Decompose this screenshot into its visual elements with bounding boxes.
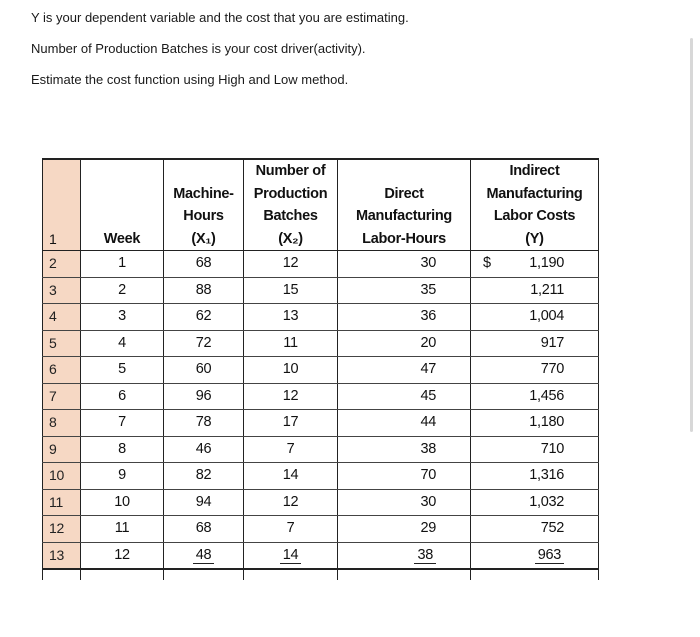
machine-hours-cell-value: 72 — [195, 334, 212, 351]
row-number-value: 7 — [49, 387, 57, 404]
table-row — [43, 304, 599, 331]
table-row — [43, 516, 599, 543]
week-cell-value: 10 — [114, 493, 130, 510]
machine-hours-cell — [164, 383, 244, 410]
week-cell-value: 4 — [118, 334, 126, 351]
table-row — [43, 463, 599, 490]
week-cell-value: 12 — [114, 546, 130, 563]
machine-hours-cell-value: 68 — [195, 520, 212, 537]
header-text: Hours — [183, 208, 224, 224]
indirect-labor-cost-cell — [471, 357, 599, 384]
row-number — [43, 489, 81, 516]
direct-labor-hours-cell-value: 47 — [420, 361, 436, 378]
week-cell-value: 8 — [118, 440, 126, 457]
week-cell — [81, 436, 164, 463]
header-week — [81, 159, 164, 251]
indirect-labor-cost-cell — [471, 304, 599, 331]
week-cell-value: 1 — [118, 255, 126, 272]
row-number-value: 8 — [49, 414, 57, 431]
week-cell — [81, 383, 164, 410]
currency-symbol: $ — [483, 255, 491, 272]
direct-labor-hours-cell — [338, 383, 471, 410]
machine-hours-cell-value: 78 — [195, 414, 212, 431]
production-batches-cell-value: 7 — [286, 440, 295, 457]
week-cell — [81, 489, 164, 516]
indirect-labor-cost-cell-value: 752 — [540, 520, 564, 537]
production-batches-cell — [244, 542, 338, 569]
production-batches-cell-value: 15 — [282, 281, 299, 298]
indirect-labor-cost-cell-value: 1,190 — [529, 255, 564, 272]
machine-hours-cell — [164, 304, 244, 331]
indirect-labor-cost-cell-value: 710 — [540, 440, 564, 457]
table-row — [43, 436, 599, 463]
machine-hours-cell-value: 60 — [195, 361, 212, 378]
intro-line-3: Estimate the cost function using High and Low method. — [31, 72, 349, 87]
header-text: Labor Costs — [493, 208, 576, 224]
totals-cell-partial — [244, 569, 338, 580]
indirect-labor-cost-cell — [471, 277, 599, 304]
header-text: Number of — [255, 163, 326, 179]
row-number — [43, 251, 81, 278]
machine-hours-cell-value: 48 — [193, 547, 215, 564]
production-batches-cell — [244, 277, 338, 304]
intro-line-2: Number of Production Batches is your cost driver(activity). — [31, 41, 366, 56]
direct-labor-hours-cell — [338, 542, 471, 569]
production-batches-cell-value: 14 — [282, 467, 299, 484]
direct-labor-hours-cell-value: 35 — [420, 281, 436, 298]
header-text: Production — [253, 185, 328, 202]
direct-labor-hours-cell-value: 29 — [420, 520, 436, 537]
row-number-value: 2 — [49, 255, 57, 272]
direct-labor-hours-cell — [338, 516, 471, 543]
table-row — [43, 330, 599, 357]
machine-hours-cell-value: 94 — [195, 493, 212, 510]
machine-hours-cell — [164, 542, 244, 569]
row-number: 1 — [43, 159, 81, 251]
indirect-labor-cost-cell — [471, 463, 599, 490]
row-number — [43, 357, 81, 384]
header-machine-hours — [164, 159, 244, 251]
row-number-value: 11 — [49, 493, 63, 510]
table-row — [43, 251, 599, 278]
header-text: Indirect — [509, 163, 560, 179]
indirect-labor-cost-cell-value: 1,180 — [529, 414, 564, 431]
header-indirect-labor-costs — [471, 159, 599, 251]
cost-data-table — [42, 158, 599, 580]
production-batches-cell — [244, 357, 338, 384]
indirect-labor-cost-cell-value: 1,316 — [529, 467, 564, 484]
indirect-labor-cost-cell — [471, 489, 599, 516]
row-number-value: 9 — [49, 440, 57, 457]
indirect-labor-cost-cell — [471, 436, 599, 463]
direct-labor-hours-cell-value: 38 — [420, 440, 436, 457]
header-text: Manufacturing — [486, 185, 583, 202]
indirect-labor-cost-cell-value: 1,032 — [529, 493, 564, 510]
row-number — [43, 410, 81, 437]
header-text: (X₂) — [278, 230, 303, 247]
direct-labor-hours-cell — [338, 251, 471, 278]
vertical-scrollbar[interactable] — [690, 38, 693, 432]
production-batches-cell — [244, 251, 338, 278]
machine-hours-cell — [164, 277, 244, 304]
production-batches-cell-value: 14 — [280, 547, 302, 564]
production-batches-cell-value: 12 — [282, 387, 299, 404]
production-batches-cell — [244, 436, 338, 463]
machine-hours-cell — [164, 330, 244, 357]
table-row — [43, 357, 599, 384]
indirect-labor-cost-cell-value: 1,456 — [529, 387, 564, 404]
indirect-labor-cost-cell — [471, 251, 599, 278]
week-cell — [81, 410, 164, 437]
week-cell — [81, 463, 164, 490]
row-number-value: 12 — [49, 520, 64, 537]
week-cell-value: 5 — [118, 361, 126, 378]
machine-hours-cell-value: 96 — [195, 387, 212, 404]
week-cell — [81, 330, 164, 357]
indirect-labor-cost-cell-value: 770 — [540, 361, 564, 378]
production-batches-cell — [244, 410, 338, 437]
machine-hours-cell — [164, 463, 244, 490]
table-row — [43, 542, 599, 569]
direct-labor-hours-cell-value: 30 — [420, 493, 436, 510]
row-number — [43, 304, 81, 331]
totals-cell-partial — [81, 569, 164, 580]
row-number — [43, 277, 81, 304]
direct-labor-hours-cell — [338, 410, 471, 437]
indirect-labor-cost-cell-value: 963 — [535, 547, 564, 564]
week-cell — [81, 516, 164, 543]
table-row — [43, 410, 599, 437]
machine-hours-cell — [164, 410, 244, 437]
week-cell-value: 3 — [118, 308, 126, 325]
table-row — [43, 489, 599, 516]
row-number-value: 6 — [49, 361, 57, 378]
header-text: (X₁) — [191, 230, 216, 247]
direct-labor-hours-cell-value: 45 — [420, 387, 436, 404]
header-direct-labor-hours — [338, 159, 471, 251]
production-batches-cell — [244, 383, 338, 410]
machine-hours-cell — [164, 251, 244, 278]
totals-row-partial — [43, 569, 599, 580]
direct-labor-hours-cell-value: 70 — [420, 467, 436, 484]
direct-labor-hours-cell — [338, 277, 471, 304]
production-batches-cell-value: 17 — [282, 414, 299, 431]
machine-hours-cell-value: 82 — [195, 467, 212, 484]
week-cell-value: 11 — [114, 520, 130, 537]
intro-line-1: Y is your dependent variable and the cost that you are estimating. — [31, 10, 409, 25]
header-text: Direct — [384, 185, 424, 202]
production-batches-cell-value: 12 — [282, 255, 299, 272]
machine-hours-cell — [164, 516, 244, 543]
header-text: Labor-Hours — [362, 230, 446, 247]
direct-labor-hours-cell — [338, 330, 471, 357]
table-row — [43, 383, 599, 410]
row-number — [43, 436, 81, 463]
week-cell — [81, 304, 164, 331]
production-batches-cell — [244, 330, 338, 357]
direct-labor-hours-cell-value: 38 — [414, 547, 436, 564]
header-text: Machine- — [173, 185, 234, 202]
cost-data-table-container — [42, 158, 599, 580]
week-cell-value: 6 — [118, 387, 126, 404]
indirect-labor-cost-cell-value: 1,004 — [529, 308, 564, 325]
indirect-labor-cost-cell — [471, 516, 599, 543]
header-production-batches — [244, 159, 338, 251]
production-batches-cell-value: 7 — [286, 520, 295, 537]
row-number-value: 13 — [49, 546, 64, 563]
header-text: Manufacturing — [356, 208, 452, 224]
row-number — [43, 463, 81, 490]
production-batches-cell-value: 13 — [282, 308, 299, 325]
direct-labor-hours-cell-value: 36 — [420, 308, 436, 325]
week-cell-value: 7 — [118, 414, 126, 431]
direct-labor-hours-cell-value: 30 — [420, 255, 436, 272]
row-number-value: 10 — [49, 467, 64, 484]
machine-hours-cell — [164, 436, 244, 463]
indirect-labor-cost-cell — [471, 542, 599, 569]
row-number-value: 4 — [49, 308, 57, 325]
machine-hours-cell-value: 88 — [195, 281, 212, 298]
totals-cell-partial — [471, 569, 599, 580]
production-batches-cell — [244, 463, 338, 490]
production-batches-cell — [244, 516, 338, 543]
indirect-labor-cost-cell-value: 917 — [540, 334, 564, 351]
production-batches-cell-value: 12 — [282, 493, 299, 510]
production-batches-cell — [244, 489, 338, 516]
indirect-labor-cost-cell — [471, 410, 599, 437]
direct-labor-hours-cell — [338, 436, 471, 463]
totals-cell-partial — [338, 569, 471, 580]
week-cell — [81, 251, 164, 278]
production-batches-cell-value: 10 — [282, 361, 299, 378]
row-number — [43, 516, 81, 543]
row-number — [43, 542, 81, 569]
indirect-labor-cost-cell-value: 1,211 — [530, 281, 564, 298]
direct-labor-hours-cell — [338, 304, 471, 331]
machine-hours-cell-value: 46 — [195, 440, 212, 457]
direct-labor-hours-cell-value: 44 — [420, 414, 436, 431]
indirect-labor-cost-cell — [471, 383, 599, 410]
row-number-value: 3 — [49, 281, 57, 298]
question-text — [31, 10, 671, 103]
direct-labor-hours-cell — [338, 463, 471, 490]
header-row — [43, 159, 599, 251]
machine-hours-cell-value: 68 — [195, 255, 212, 272]
machine-hours-cell — [164, 357, 244, 384]
table-row — [43, 277, 599, 304]
production-batches-cell — [244, 304, 338, 331]
totals-cell-partial — [164, 569, 244, 580]
row-number-value: 5 — [49, 334, 57, 351]
header-text: (Y) — [525, 230, 544, 247]
indirect-labor-cost-cell — [471, 330, 599, 357]
direct-labor-hours-cell — [338, 489, 471, 516]
direct-labor-hours-cell — [338, 357, 471, 384]
header-week-label: Week — [103, 230, 141, 247]
totals-cell-partial — [43, 569, 81, 580]
row-number — [43, 330, 81, 357]
week-cell — [81, 542, 164, 569]
header-text: Batches — [263, 208, 318, 224]
direct-labor-hours-cell-value: 20 — [420, 334, 436, 351]
row-number — [43, 383, 81, 410]
production-batches-cell-value: 11 — [283, 334, 298, 351]
week-cell-value: 2 — [118, 281, 126, 298]
week-cell — [81, 277, 164, 304]
week-cell-value: 9 — [118, 467, 126, 484]
machine-hours-cell — [164, 489, 244, 516]
machine-hours-cell-value: 62 — [195, 308, 212, 325]
week-cell — [81, 357, 164, 384]
